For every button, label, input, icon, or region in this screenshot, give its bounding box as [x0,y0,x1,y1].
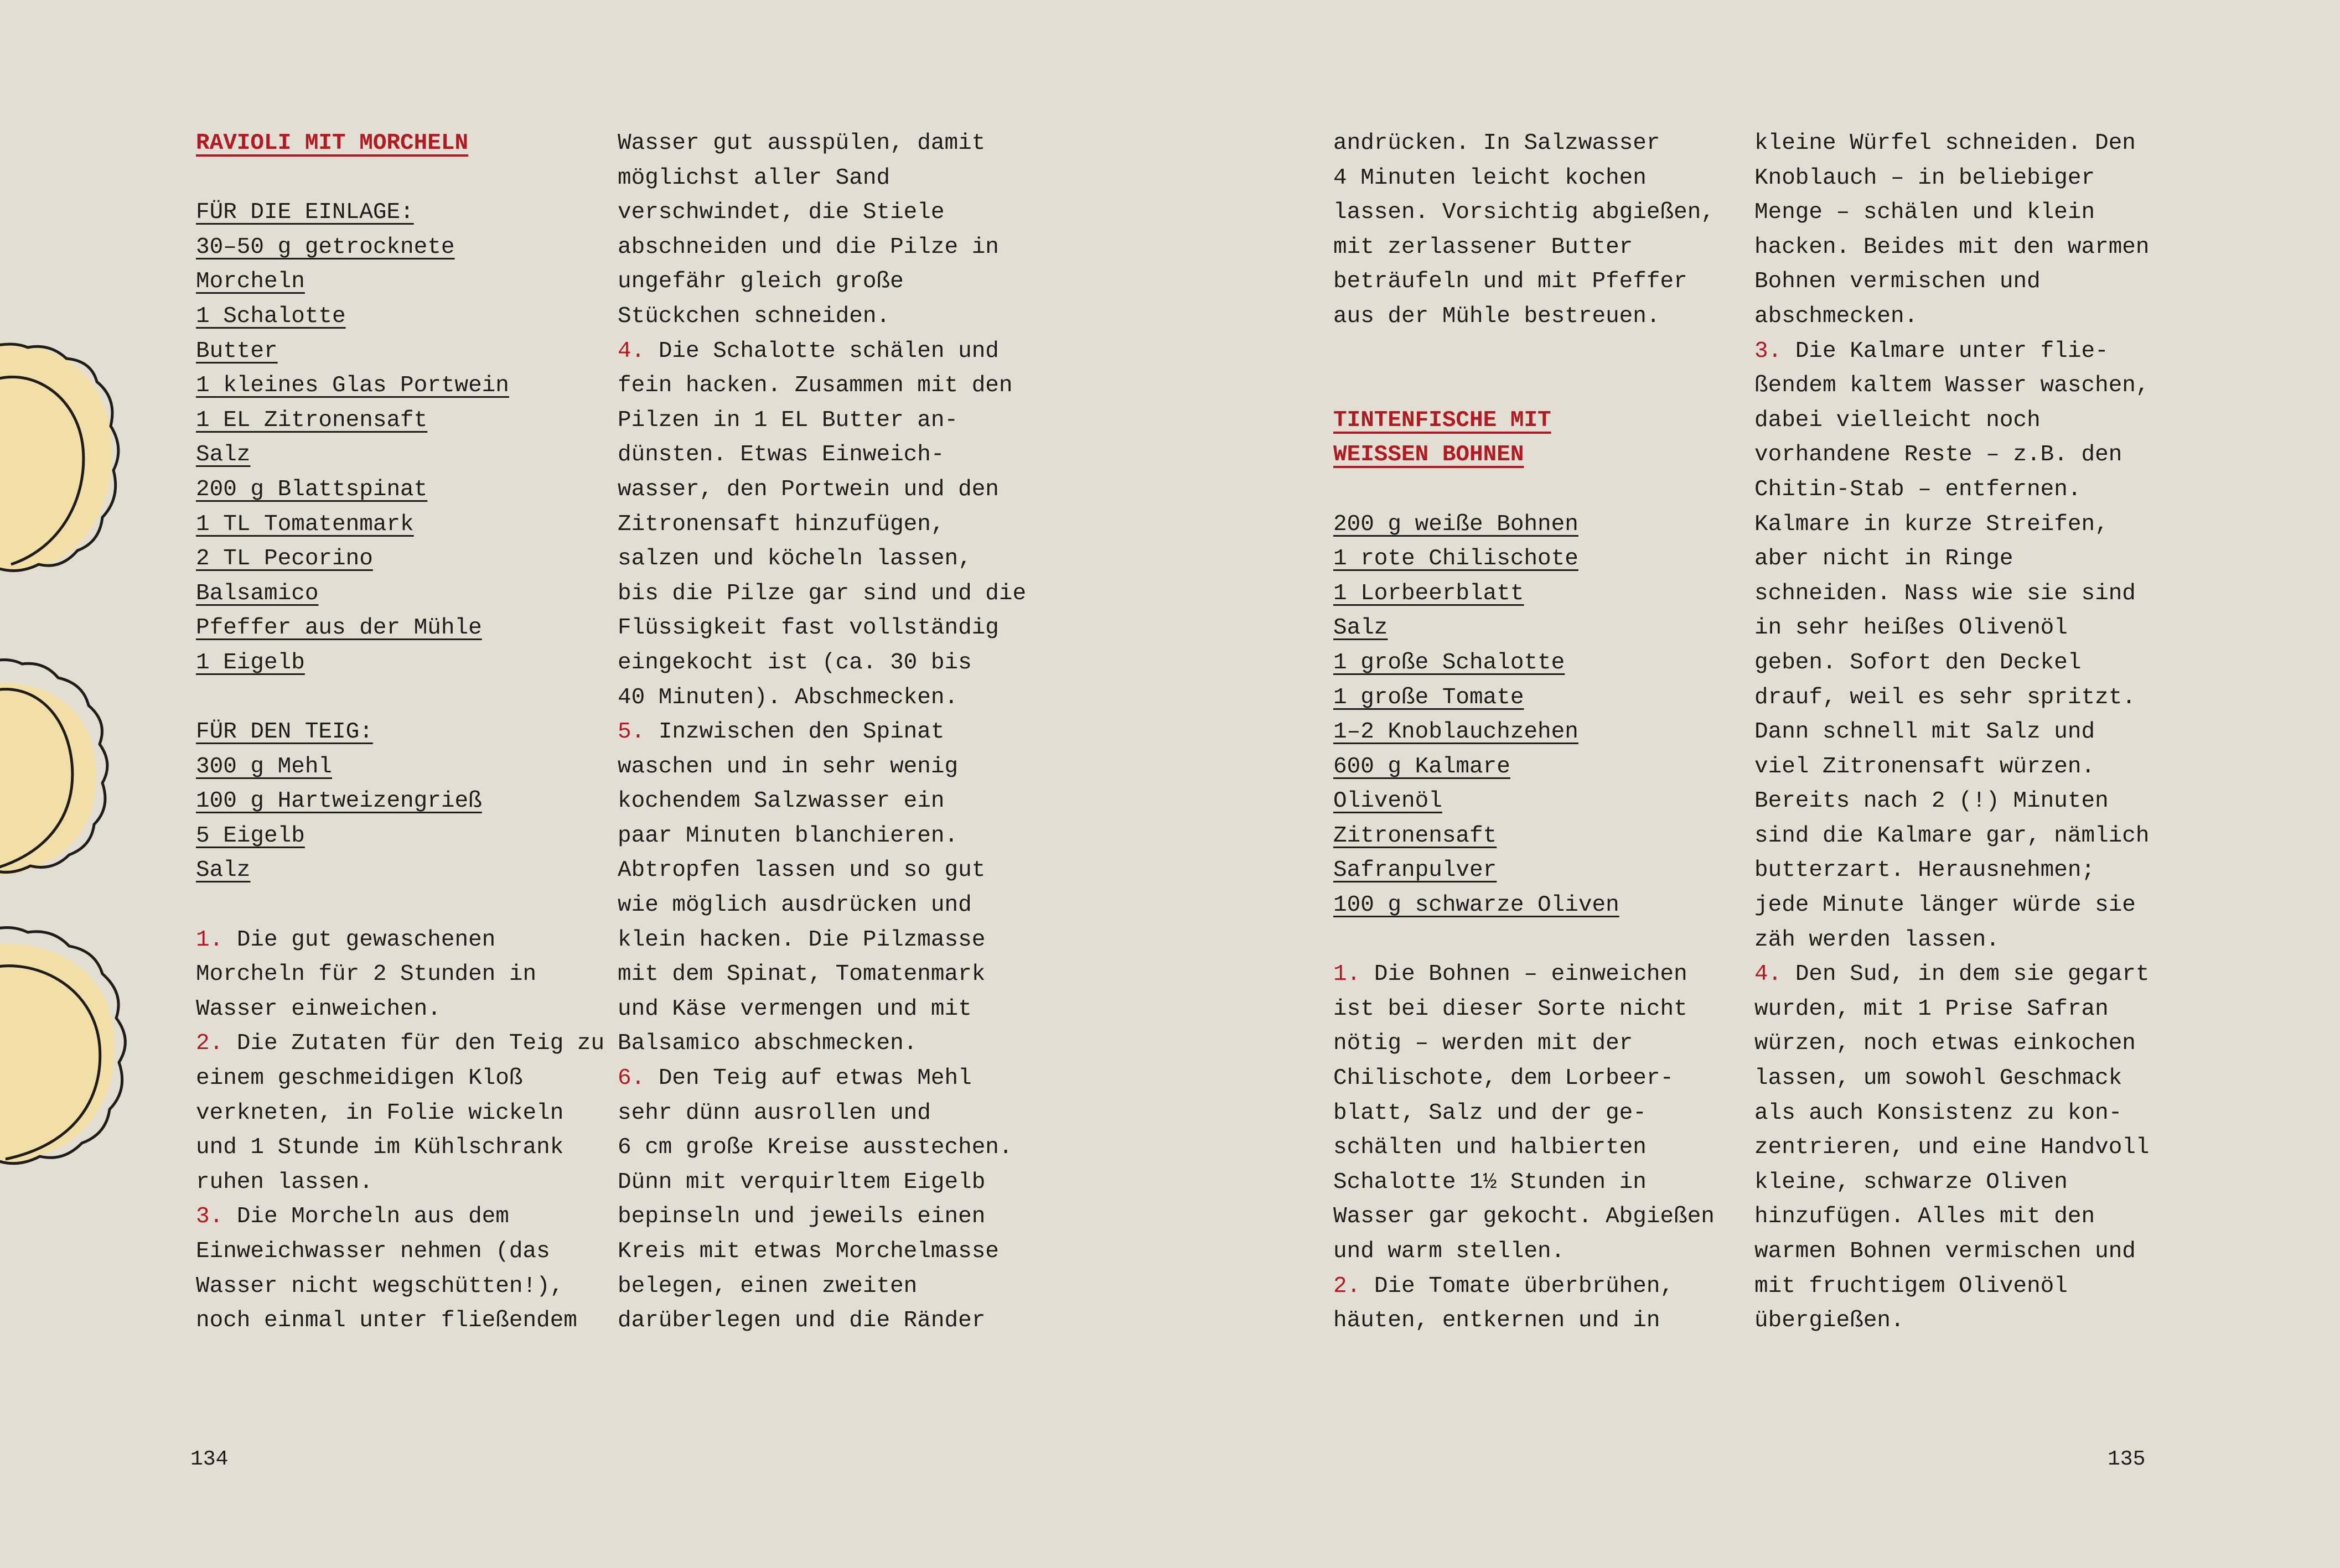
text-line [1754,1165,2150,1200]
text-line [1754,750,2150,785]
text-line [1754,888,2150,923]
step-text: zäh werden lassen. [1754,927,2000,953]
text-line [1754,264,2150,299]
ingredient-line: Zitronensaft [1333,823,1497,849]
step-text: Dünn mit verquirltem Eigelb [618,1169,986,1195]
step-text: ßendem kaltem Wasser waschen, [1754,373,2150,399]
text-line [1754,507,2150,542]
text-line [1333,126,1715,161]
ingredient-line: 30–50 g getrocknete [196,234,455,260]
step-text: als auch Konsistenz zu kon- [1754,1100,2122,1126]
text-line [618,299,1026,334]
step-text: Wasser nicht wegschütten!), [196,1273,564,1299]
step-text: Pilzen in 1 EL Butter an- [618,407,959,433]
text-line [618,368,1026,403]
step-number: 1. [1333,962,1374,988]
text-line [618,1269,1026,1304]
step-text: jede Minute länger würde sie [1754,892,2136,918]
step-text: hacken. Beides mit den warmen [1754,234,2150,260]
recipe-title-ravioli: RAVIOLI MIT MORCHELN [196,131,469,156]
ravioli-2 [0,660,107,875]
text-line [1333,195,1715,230]
text-line [1333,1096,1715,1131]
step-text: Wasser gut ausspülen, damit [618,131,986,156]
text-line [1754,368,2150,403]
text-line [1754,577,2150,611]
step-text: und 1 Stunde im Kühlschrank [196,1135,564,1161]
step-text: übergießen. [1754,1308,1904,1334]
step-text: 6 cm große Kreise ausstechen. [618,1135,1013,1161]
text-line [1333,1130,1715,1165]
ingredient-line: Salz [1333,615,1388,641]
step-text: verschwindet, die Stiele [618,200,945,226]
text-line [618,611,1026,646]
ravioli-illustration [0,332,144,1173]
step-text: Den Sud, in dem sie gegart [1795,962,2150,988]
step-text: Knoblauch – in beliebiger [1754,165,2095,191]
text-line [618,438,1026,473]
step-text: und Käse vermengen und mit [618,996,972,1022]
text-line [196,992,604,1027]
step-number: 4. [1754,962,1795,988]
step-text: aber nicht in Ringe [1754,546,2013,572]
text-line [1333,264,1715,299]
text-line [1754,473,2150,507]
text-line [196,1165,604,1200]
text-line [1333,1026,1715,1061]
step-text: Die Zutaten für den Teig zu [236,1031,605,1057]
text-line [1754,681,2150,715]
step-text: darüberlegen und die Ränder [618,1308,986,1334]
filling-heading: FÜR DIE EINLAGE: [196,200,414,226]
step-text: schneiden. Nass wie sie sind [1754,580,2136,606]
text-line [618,681,1026,715]
text-line [1754,161,2150,196]
step-number: 2. [1333,1273,1374,1299]
step-text: drauf, weil es sehr spritzt. [1754,684,2136,710]
ingredient-line: 200 g weiße Bohnen [1333,511,1578,537]
step-text: salzen und köcheln lassen, [618,546,972,572]
text-line [1754,1061,2150,1096]
text-line [1754,195,2150,230]
step-text: blatt, Salz und der ge- [1333,1100,1647,1126]
step-text: andrücken. In Salzwasser [1333,131,1660,156]
step-text: beträufeln und mit Pfeffer [1333,269,1687,295]
filling-ingredient-list [196,230,604,681]
text-line [1333,1061,1715,1096]
ravioli-1 [0,342,118,570]
ingredient-line: Balsamico [196,580,319,606]
step-text: bepinseln und jeweils einen [618,1204,986,1230]
step-text: würzen, noch etwas einkochen [1754,1031,2136,1057]
text-line [1754,299,2150,334]
text-line [618,230,1026,265]
step-text: Wasser einweichen. [196,996,441,1022]
text-line [1754,992,2150,1027]
step-number: 6. [618,1066,659,1092]
step-text: kleine Würfel schneiden. Den [1754,131,2136,156]
text-line [196,1130,604,1165]
ingredient-line: Morcheln [196,269,305,295]
text-line [1754,611,2150,646]
ingredient-line: 1 große Tomate [1333,684,1524,710]
text-line [1754,1234,2150,1269]
ingredient-line: Pfeffer aus der Mühle [196,615,482,641]
text-line [196,1096,604,1131]
text-line [1333,1165,1715,1200]
text-line [1754,784,2150,819]
text-line [618,542,1026,577]
step-text: abschmecken. [1754,303,1918,329]
text-line [1333,299,1715,334]
ravioli-steps-part-3 [1333,126,1715,334]
left-column-2 [618,126,1026,1338]
text-line [1754,1096,2150,1131]
text-line [196,1269,604,1304]
ingredient-line: 5 Eigelb [196,823,305,849]
step-text: 4 Minuten leicht kochen [1333,165,1647,191]
text-line [618,264,1026,299]
step-text: geben. Sofort den Deckel [1754,650,2082,676]
text-line [196,957,604,992]
step-text: Die Bohnen – einweichen [1374,962,1687,988]
step-text: Balsamico abschmecken. [618,1031,918,1057]
text-line [196,923,604,958]
step-text: sind die Kalmare gar, nämlich [1754,823,2150,849]
step-text: Einweichwasser nehmen (das [196,1239,550,1264]
step-text: aus der Mühle bestreuen. [1333,303,1660,329]
step-text: lassen. Vorsichtig abgießen, [1333,200,1715,226]
ingredient-line: 1 Eigelb [196,650,305,676]
ingredient-line: 1 große Schalotte [1333,650,1565,676]
step-text: nötig – werden mit der [1333,1031,1633,1057]
step-text: Zitronensaft hinzufügen, [618,511,945,537]
text-line [1754,403,2150,438]
ravioli-steps-part-1 [196,923,604,1338]
ravioli-3 [0,928,125,1164]
step-text: häuten, entkernen und in [1333,1308,1660,1334]
text-line [618,161,1026,196]
text-line [618,507,1026,542]
step-text: wasser, den Portwein und den [618,476,999,502]
step-text: butterzart. Herausnehmen; [1754,858,2095,884]
ingredient-line: 1 Schalotte [196,303,346,329]
step-text: wie möglich ausdrücken und [618,892,972,918]
step-text: Bereits nach 2 (!) Minuten [1754,788,2109,814]
step-text: Die Morcheln aus dem [236,1204,509,1230]
text-line [1754,1026,2150,1061]
text-line [618,957,1026,992]
text-line [1333,957,1715,992]
text-line [618,1304,1026,1338]
ingredient-line: 1 kleines Glas Portwein [196,373,509,399]
text-line [618,126,1026,161]
step-text: Inzwischen den Spinat [658,719,945,745]
step-text: mit zerlassener Butter [1333,234,1633,260]
text-line [1754,1200,2150,1234]
step-text: möglichst aller Sand [618,165,891,191]
step-text: Kreis mit etwas Morchelmasse [618,1239,999,1264]
text-line [1754,646,2150,681]
step-text: Morcheln für 2 Stunden in [196,962,537,988]
ingredient-line: 100 g Hartweizengrieß [196,788,482,814]
ingredient-line: 200 g Blattspinat [196,476,428,502]
step-text: zentrieren, und eine Handvoll [1754,1135,2150,1161]
text-line [196,1026,604,1061]
text-line [1754,923,2150,958]
text-line [618,819,1026,854]
step-text: kochendem Salzwasser ein [618,788,945,814]
step-text: warmen Bohnen vermischen und [1754,1239,2136,1264]
step-text: Die gut gewaschenen [236,927,496,953]
text-line [1754,1304,2150,1338]
ingredient-line: 1 TL Tomatenmark [196,511,414,537]
step-number: 5. [618,719,659,745]
step-text: und warm stellen. [1333,1239,1565,1264]
ingredient-line: 2 TL Pecorino [196,546,373,572]
ingredient-line: 300 g Mehl [196,754,333,780]
step-text: schälten und halbierten [1333,1135,1647,1161]
tintenfische-steps-part-1 [1333,957,1715,1338]
step-text: 40 Minuten). Abschmecken. [618,684,959,710]
ravioli-steps-part-2 [618,126,1026,1338]
text-line [1754,438,2150,473]
step-number: 4. [618,338,659,364]
text-line [618,923,1026,958]
text-line [1754,230,2150,265]
text-line [618,1026,1026,1061]
step-text: waschen und in sehr wenig [618,754,959,780]
step-number: 3. [196,1204,237,1230]
text-line [1333,230,1715,265]
step-text: einem geschmeidigen Kloß [196,1066,523,1092]
ingredient-line: Olivenöl [1333,788,1442,814]
step-number: 3. [1754,338,1795,364]
step-text: ruhen lassen. [196,1169,373,1195]
text-line [1333,1304,1715,1338]
text-line [618,577,1026,611]
ingredient-line: 1–2 Knoblauchzehen [1333,719,1578,745]
step-number: 2. [196,1031,237,1057]
ingredient-line: Butter [196,338,278,364]
text-line [618,715,1026,750]
step-text: vorhandene Reste – z.B. den [1754,442,2122,468]
ingredient-line: 600 g Kalmare [1333,754,1510,780]
page-number-right: 135 [2108,1447,2146,1471]
text-line [196,1061,604,1096]
ingredient-line: 100 g schwarze Oliven [1333,892,1619,918]
text-line [1754,715,2150,750]
text-line [618,1130,1026,1165]
step-text: Chilischote, dem Lorbeer- [1333,1066,1674,1092]
step-text: sehr dünn ausrollen und [618,1100,931,1126]
step-text: paar Minuten blanchieren. [618,823,959,849]
text-line [1754,853,2150,888]
text-line [618,992,1026,1027]
text-line [618,888,1026,923]
step-text: abschneiden und die Pilze in [618,234,999,260]
step-text: dünsten. Etwas Einweich- [618,442,945,468]
text-line [196,1304,604,1338]
ingredient-line: Safranpulver [1333,858,1497,884]
text-line [618,750,1026,785]
text-line [1754,1130,2150,1165]
step-text: Bohnen vermischen und [1754,269,2041,295]
tintenfische-ingredient-list [1333,507,1715,923]
step-text: ungefähr gleich große [618,269,904,295]
left-column-1 [196,126,604,1338]
step-text: mit fruchtigem Olivenöl [1754,1273,2068,1299]
step-text: bis die Pilze gar sind und die [618,580,1027,606]
text-line [618,1200,1026,1234]
step-text: Abtropfen lassen und so gut [618,858,986,884]
ingredient-line: 1 rote Chilischote [1333,546,1578,572]
step-text: Den Teig auf etwas Mehl [658,1066,972,1092]
text-line [1333,992,1715,1027]
text-line [618,403,1026,438]
ingredient-line: 1 Lorbeerblatt [1333,580,1524,606]
step-text: Dann schnell mit Salz und [1754,719,2095,745]
text-line [618,1165,1026,1200]
text-line [1333,1200,1715,1234]
step-text: noch einmal unter fließendem [196,1308,577,1334]
step-text: Wasser gar gekocht. Abgießen [1333,1204,1715,1230]
step-text: Schalotte 1½ Stunden in [1333,1169,1647,1195]
text-line [1333,161,1715,196]
step-text: kleine, schwarze Oliven [1754,1169,2068,1195]
text-line [618,195,1026,230]
step-text: dabei vielleicht noch [1754,407,2041,433]
step-text: in sehr heißes Olivenöl [1754,615,2068,641]
tintenfische-steps-part-2 [1754,126,2150,1338]
step-text: mit dem Spinat, Tomatenmark [618,962,986,988]
step-text: wurden, mit 1 Prise Safran [1754,996,2109,1022]
step-text: Chitin-Stab – entfernen. [1754,476,2082,502]
step-text: belegen, einen zweiten [618,1273,918,1299]
text-line [1754,542,2150,577]
text-line [1754,1269,2150,1304]
step-number: 1. [196,927,237,953]
text-line [1333,1269,1715,1304]
step-text: Flüssigkeit fast vollständig [618,615,999,641]
dough-heading: FÜR DEN TEIG: [196,719,373,745]
text-line [618,853,1026,888]
text-line [618,1096,1026,1131]
step-text: eingekocht ist (ca. 30 bis [618,650,972,676]
step-text: Die Tomate überbrühen, [1374,1273,1674,1299]
step-text: Menge – schälen und klein [1754,200,2095,226]
text-line [618,473,1026,507]
text-line [618,646,1026,681]
step-text: klein hacken. Die Pilzmasse [618,927,986,953]
step-text: fein hacken. Zusammen mit den [618,373,1013,399]
step-text: Stückchen schneiden. [618,303,891,329]
page-number-left: 134 [190,1447,229,1471]
dough-ingredient-list [196,750,604,888]
text-line [618,784,1026,819]
text-line [618,1061,1026,1096]
step-text: hinzufügen. Alles mit den [1754,1204,2095,1230]
text-line [196,1200,604,1234]
ingredient-line: Salz [196,858,251,884]
recipe-title-tintenfische-line-2: WEISSEN BOHNEN [1333,442,1524,468]
step-text: ist bei dieser Sorte nicht [1333,996,1687,1022]
step-text: Kalmare in kurze Streifen, [1754,511,2109,537]
text-line [1754,957,2150,992]
text-line [618,334,1026,369]
text-line [1754,126,2150,161]
ingredient-line: 1 EL Zitronensaft [196,407,428,433]
recipe-title-tintenfische-line-1: TINTENFISCHE MIT [1333,407,1551,433]
ingredient-line: Salz [196,442,251,468]
text-line [1754,819,2150,854]
text-line [1754,334,2150,369]
text-line [196,1234,604,1269]
right-column-1 [1333,126,1715,1338]
step-text: viel Zitronensaft würzen. [1754,754,2095,780]
step-text: Die Schalotte schälen und [658,338,999,364]
step-text: lassen, um sowohl Geschmack [1754,1066,2122,1092]
step-text: verkneten, in Folie wickeln [196,1100,564,1126]
step-text: Die Kalmare unter flie- [1795,338,2109,364]
right-column-2 [1754,126,2150,1338]
text-line [618,1234,1026,1269]
text-line [1333,1234,1715,1269]
